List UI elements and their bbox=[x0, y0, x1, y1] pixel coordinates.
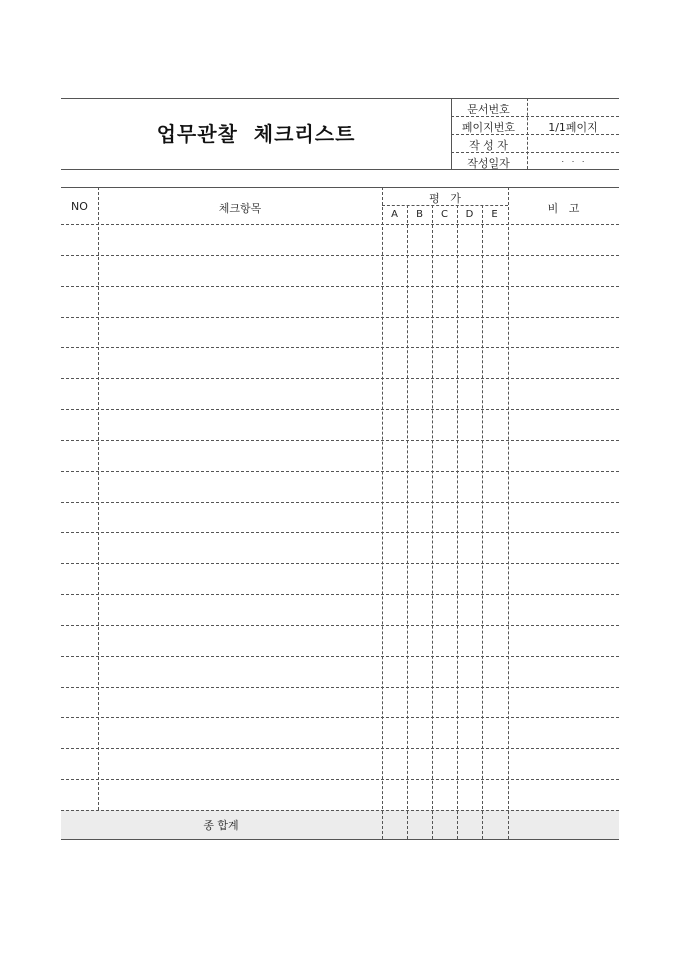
meta-label-date: 작성일자 bbox=[467, 157, 510, 170]
meta-label-author: 작 성 자 bbox=[469, 139, 508, 152]
table-row-divider bbox=[61, 471, 619, 472]
table-row-divider bbox=[61, 255, 619, 256]
table-row-divider bbox=[61, 563, 619, 564]
table-row-divider bbox=[61, 594, 619, 595]
table-row-divider bbox=[61, 440, 619, 441]
table-row-divider bbox=[61, 717, 619, 718]
table-row-divider bbox=[61, 378, 619, 379]
column-divider-item bbox=[382, 187, 383, 839]
table-row-divider bbox=[61, 286, 619, 287]
grade-c-header: C bbox=[441, 209, 448, 220]
table-row-divider bbox=[61, 347, 619, 348]
column-divider-d bbox=[482, 205, 483, 839]
table-row-divider bbox=[61, 532, 619, 533]
table-row-divider bbox=[61, 810, 619, 811]
grade-d-header: D bbox=[465, 209, 474, 220]
table-row-divider bbox=[61, 409, 619, 410]
meta-label-doc-number: 문서번호 bbox=[467, 103, 510, 116]
column-divider-a bbox=[407, 205, 408, 839]
table-row-divider bbox=[61, 317, 619, 318]
grade-a-header: A bbox=[391, 209, 398, 220]
grade-b-header: B bbox=[416, 209, 423, 220]
table-row-divider bbox=[61, 687, 619, 688]
meta-value-date[interactable]: . . . bbox=[561, 155, 585, 164]
table-top-border bbox=[61, 187, 619, 188]
column-divider-c bbox=[457, 205, 458, 839]
column-divider-b bbox=[432, 205, 433, 839]
header-bottom-border bbox=[61, 169, 619, 170]
total-label: 종 합계 bbox=[203, 819, 239, 832]
meta-value-page-number[interactable]: 1/1페이지 bbox=[548, 121, 598, 134]
table-row-divider bbox=[61, 779, 619, 780]
table-row-divider bbox=[61, 656, 619, 657]
meta-label-page-number: 페이지번호 bbox=[461, 121, 516, 134]
document-title: 업무관찰 체크리스트 bbox=[156, 122, 356, 146]
column-divider-e bbox=[508, 187, 509, 839]
table-row-divider bbox=[61, 224, 619, 225]
header-check-item: 체크항목 bbox=[218, 202, 262, 215]
header-top-border bbox=[61, 98, 619, 99]
table-row-divider bbox=[61, 502, 619, 503]
header-remarks: 비 고 bbox=[547, 202, 580, 215]
table-row-divider bbox=[61, 748, 619, 749]
header-evaluation: 평 가 bbox=[429, 192, 461, 205]
grade-e-header: E bbox=[491, 209, 498, 220]
table-bottom-border bbox=[61, 839, 619, 840]
header-no: NO bbox=[71, 200, 88, 213]
table-row-divider bbox=[61, 625, 619, 626]
